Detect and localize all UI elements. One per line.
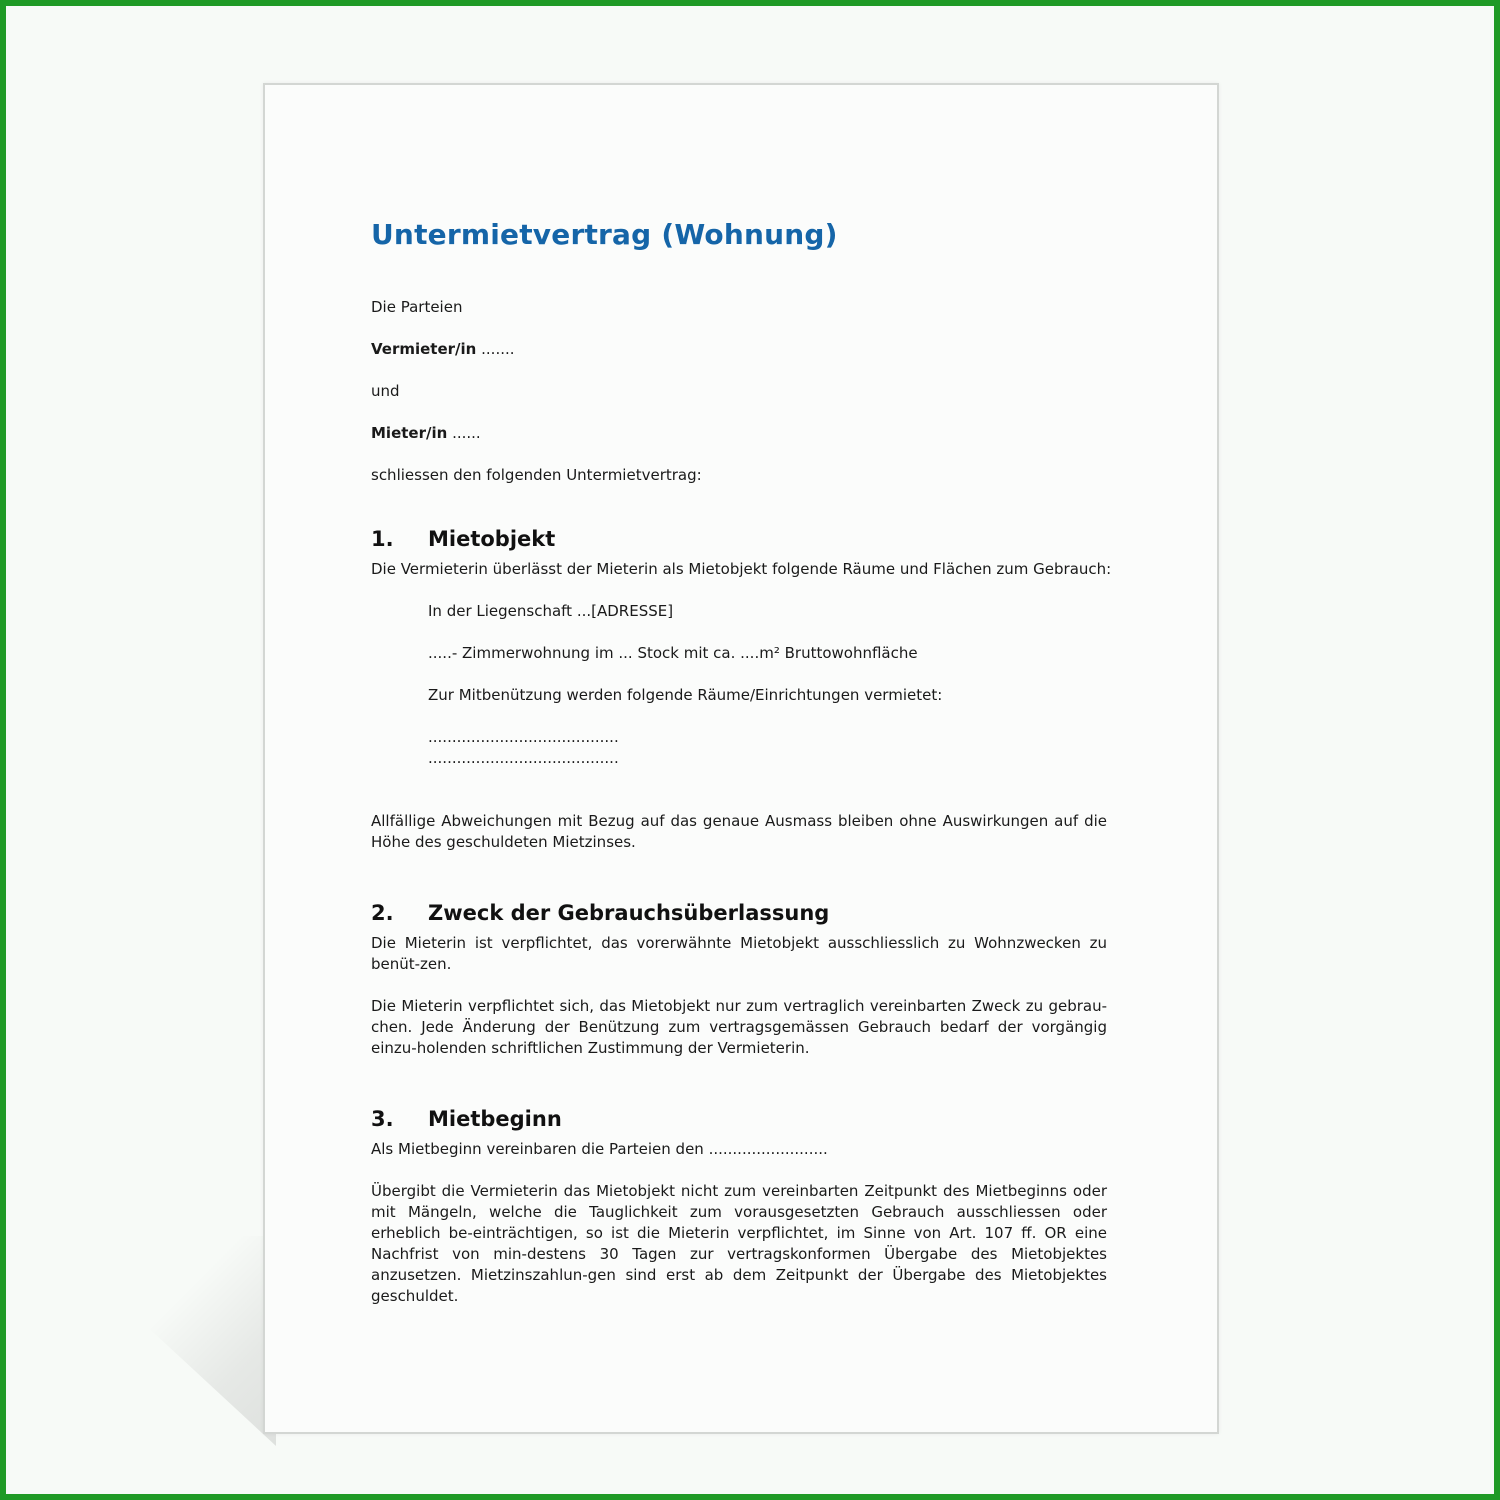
landlord-value: ....... bbox=[481, 340, 515, 358]
section-2-paragraph: Die Mieterin ist verpflichtet, das vorerwähnte Mietobjekt ausschliesslich zu Wohnzwecken zu benüt-zen. bbox=[371, 934, 1107, 973]
section-3-number: 3. bbox=[371, 1107, 394, 1131]
closing-text: schliessen den folgenden Untermietvertrag: bbox=[371, 466, 702, 484]
section-1-item-rooms: .....- Zimmerwohnung im ... Stock mit ca. ....m² Bruttowohnfläche bbox=[428, 644, 918, 662]
page-shadow bbox=[106, 1236, 276, 1446]
section-1-number: 1. bbox=[371, 527, 394, 551]
section-1-title: Mietobjekt bbox=[428, 527, 556, 551]
and-text: und bbox=[371, 382, 400, 400]
tenant-label: Mieter/in bbox=[371, 424, 448, 442]
tenant-line bbox=[371, 423, 1107, 444]
section-2-paragraph: Die Mieterin verpflichtet sich, das Mietobjekt nur zum vertraglich vereinbarten Zweck zu gebrau-chen. Jede Änderung der Benützung zum vertragsgemässen Gebrauch bedarf der vorgängig einzu-holenden schriftlichen Zustimmung der Vermieterin. bbox=[371, 997, 1107, 1057]
section-3-heading bbox=[371, 1105, 1107, 1133]
section-2-heading bbox=[371, 899, 1107, 927]
parties-label: Die Parteien bbox=[371, 298, 463, 316]
section-1-item-shared: Zur Mitbenützung werden folgende Räume/Einrichtungen vermietet: bbox=[428, 686, 943, 704]
tenant-value: ...... bbox=[452, 424, 481, 442]
section-1-blank-line: ........................................ bbox=[428, 749, 619, 767]
section-1-blank-line: ........................................ bbox=[428, 728, 619, 746]
landlord-line bbox=[371, 339, 1107, 360]
document-title: Untermietvertrag (Wohnung) bbox=[371, 218, 838, 251]
section-2-number: 2. bbox=[371, 901, 394, 925]
section-1-item-address: In der Liegenschaft ...[ADRESSE] bbox=[428, 602, 674, 620]
document-content bbox=[371, 215, 1112, 1307]
section-3-title: Mietbeginn bbox=[428, 1107, 562, 1131]
section-1-lead: Die Vermieterin überlässt der Mieterin als Mietobjekt folgende Räume und Flächen zum Gebrauch: bbox=[371, 560, 1112, 578]
document-page bbox=[263, 83, 1219, 1434]
section-1-heading bbox=[371, 525, 1107, 553]
section-1-note: Allfällige Abweichungen mit Bezug auf das genaue Ausmass bleiben ohne Auswirkungen auf die Höhe des geschuldeten Mietzinses. bbox=[371, 812, 1107, 851]
section-3-paragraph: Übergibt die Vermieterin das Mietobjekt nicht zum vereinbarten Zeitpunkt des Mietbeginns oder mit Mängeln, welche die Tauglichkeit zum vorausgesetzten Gebrauch ausschliessen oder erheblich be-einträchtigen, so ist die Mieterin verpflichtet, im Sinne von Art. 107 ff. OR eine Nachfrist von min-destens 30 Tagen zur vertragskonformen Übergabe des Mietobjektes anzusetzen. Mietzinszahlun-gen sind erst ab dem Zeitpunkt der Übergabe des Mietobjektes geschuldet. bbox=[371, 1182, 1107, 1305]
landlord-label: Vermieter/in bbox=[371, 340, 477, 358]
section-3-paragraph: Als Mietbeginn vereinbaren die Parteien den ......................... bbox=[371, 1140, 828, 1158]
section-2-title: Zweck der Gebrauchsüberlassung bbox=[428, 901, 830, 925]
